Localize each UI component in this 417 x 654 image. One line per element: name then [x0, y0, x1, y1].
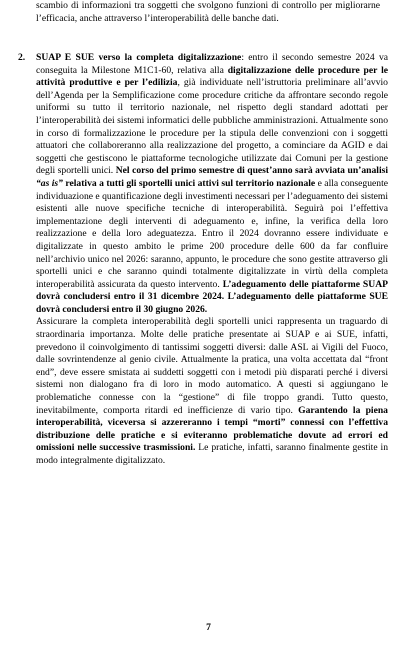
paragraph-text: Assicurare la completa interoperabilità degli sportelli unici rappresenta un traguardo di straordinaria importanza. Molte delle pratiche presentate ai SUAP e ai SUE, infatti, prevedono il coinvolgimento di tantissimi soggetti diversi: dalle ASL ai Vigili del Fuoco, dalle sovrintendenze al genio civile. Attualmente la pratica, una volta accettata dal “front end”, deve essere smistata ai suddetti soggetti con i metodi più disparati perché i diversi sistemi non dialogano fra di loro in modo automatico. A questi si aggiungano le problematiche connesse con la “gestione” di file troppo grandi. Tutto questo, inevitabilmente, comporta ritardi ed inefficienze di vario tipo.	[36, 316, 388, 416]
section-paragraph-2	[36, 316, 388, 467]
paragraph-text: Le pratiche, infatti, saranno finalmente gestite in modo integralmente digitalizzato.	[36, 442, 388, 466]
section-number: 2.	[18, 52, 26, 63]
bold-italic-text: “as is”	[36, 177, 63, 189]
bold-text: relativa a tutti gli sportelli unici attivi sul territorio nazionale	[62, 177, 316, 189]
paragraph-text: e alla conseguente individuazione e quantificazione degli investimenti necessari per l’adeguamento dei sistemi esistenti alle nuove specifiche tecniche di interoperabilità. Seguirà poi l’effettiva implementazione degli interventi di adeguamento e, infine, la verifica della loro realizzazione e della loro adeguatezza. Entro il 2024 dovranno essere individuate e digitalizzate in questo ambito le prime 200 procedure delle 600 da far confluire nell’archivio unico nel 2026: saranno, appunto, le procedure che sono gestite attraverso gli sportelli unici e che saranno quindi totalmente digitalizzate in virtù della completa interoperabilità assicurata da questo intervento.	[36, 177, 389, 290]
bold-text: digitalizzazione delle procedure per le attività produttive e per l’edilizia	[36, 64, 388, 89]
section-body	[36, 52, 388, 468]
section-paragraph-1	[36, 52, 388, 316]
bold-text: Nel corso del primo semestre di quest’anno sarà avviata un’analisi	[115, 165, 389, 177]
paragraph-text: , già individuate nell’istruttoria preliminare all’avvio dell’Agenda per la Semplificazione come procedure critiche da affrontare secondo regole uniformi su tutto il territorio nazionale, nel rispetto degli standard adottati per l’interoperabilità dei sistemi informatici delle pubbliche amministrazioni. Attualmente sono in corso di formalizzazione le procedure per la stipula delle convenzioni con i soggetti attuatori che collaboreranno alla realizzazione del progetto, a cominciare da AGID e dai soggetti che gestiscono le piattaforme tecnologiche utilizzate dai Comuni per la gestione degli sportelli unici.	[36, 77, 388, 177]
section-title: SUAP E SUE verso la completa digitalizzazione	[36, 52, 242, 63]
bold-text: L’adeguamento delle piattaforme SUAP dovrà concludersi entro il 31 dicembre 2024. L’adeguamento delle piattaforme SUE dovrà concludersi entro il 30 giugno 2026.	[36, 278, 388, 315]
paragraph-text: : entro il secondo semestre 2024 va conseguita la Milestone M1C1-60, relativa alla	[36, 52, 388, 76]
page-number: 7	[206, 622, 211, 633]
bold-text: Garantendo la piena interoperabilità, viceversa si azzereranno i tempi “morti” connessi con l’effettiva distribuzione delle pratiche e si eviteranno problematiche dovute ad errori ed omissioni nelle successive trasmissioni.	[36, 404, 388, 454]
intro-paragraph: scambio di informazioni tra soggetti che svolgono funzioni di controllo per migliorarne l’efficacia, anche attraverso l’interoperabilità delle banche dati.	[36, 0, 380, 24]
